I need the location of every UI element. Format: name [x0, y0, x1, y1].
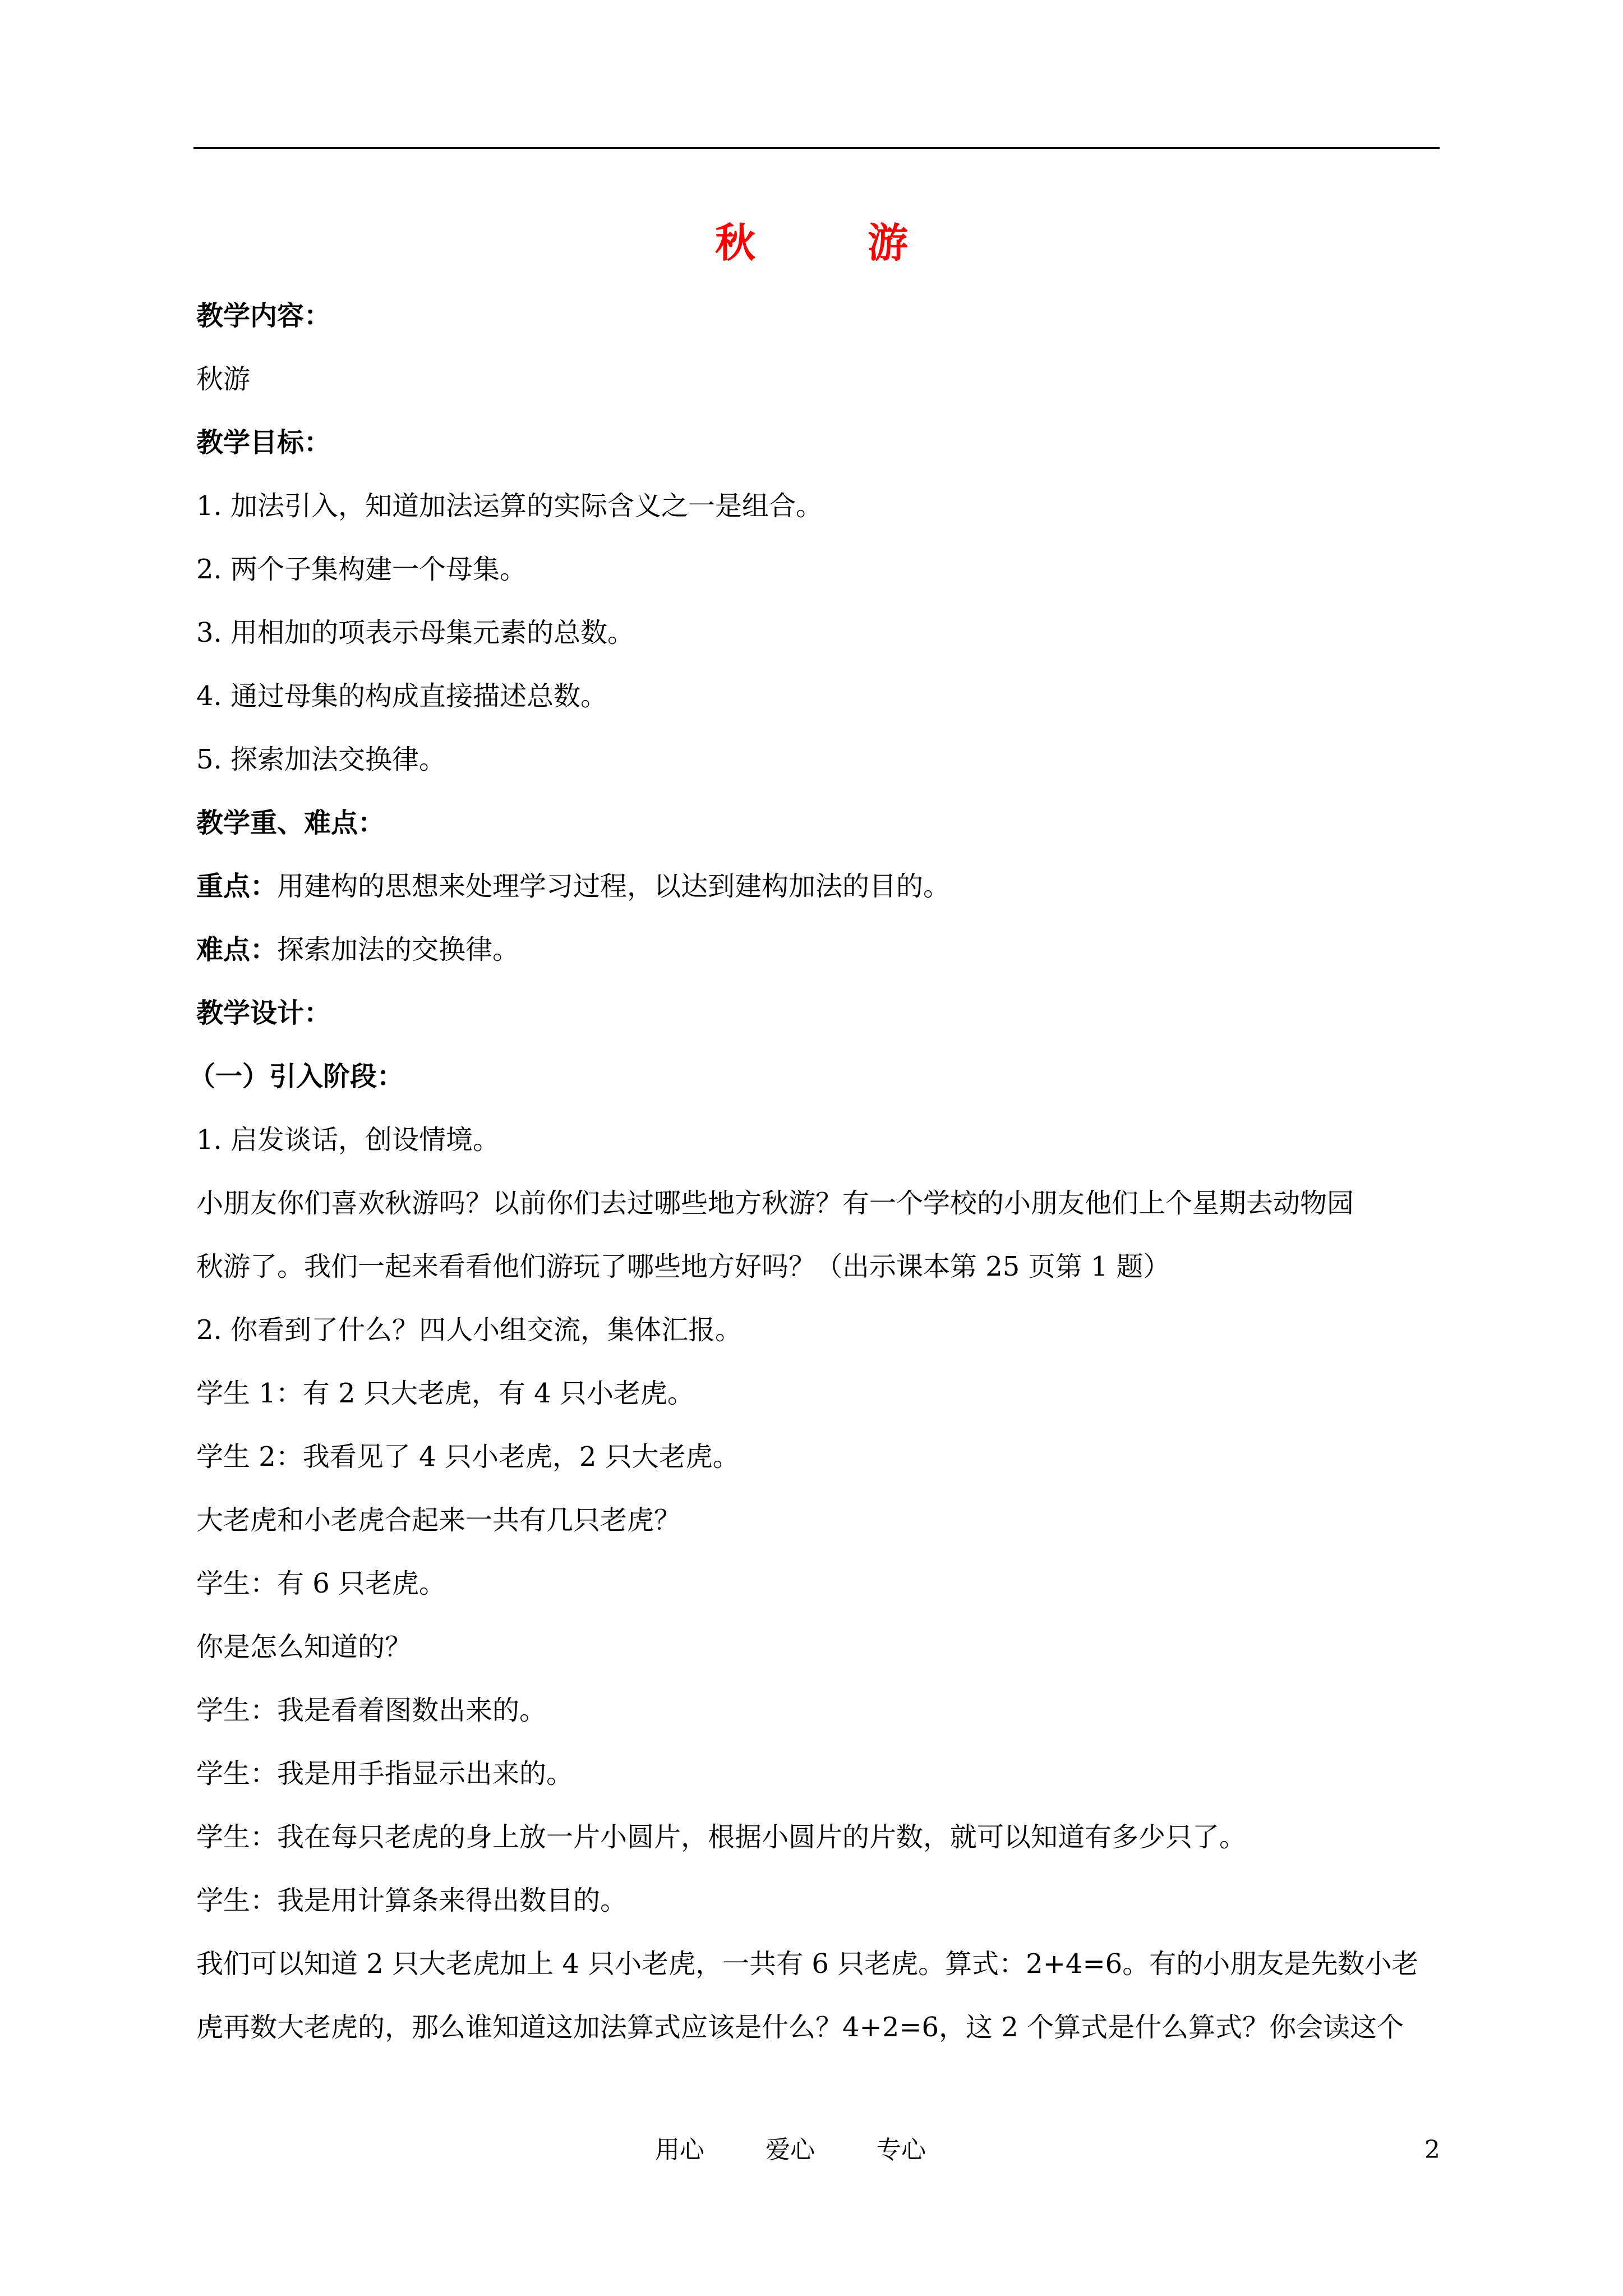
- dialogue-line: 学生：我是用计算条来得出数目的。: [196, 1885, 628, 1916]
- dialogue-line: 学生：有 6 只老虎。: [196, 1568, 446, 1599]
- step-item: 1. 启发谈话，创设情境。: [196, 1124, 500, 1156]
- key-point-text: 用建构的思想来处理学习过程，以达到建构加法的目的。: [277, 871, 951, 902]
- step-item: 2. 你看到了什么？四人小组交流，集体汇报。: [196, 1314, 743, 1346]
- key-point-label: 重点：: [196, 871, 278, 902]
- paragraph: 秋游了。我们一起来看看他们游玩了哪些地方好吗？（出示课本第 25 页第 1 题）: [196, 1251, 1170, 1282]
- section-heading-key-points: 教学重、难点：: [196, 807, 385, 839]
- dialogue-line: 你是怎么知道的？: [196, 1631, 412, 1663]
- difficulty-label: 难点：: [196, 934, 278, 965]
- dialogue-line: 学生：我是看着图数出来的。: [196, 1695, 547, 1726]
- footer-motto-3: 专心: [877, 2136, 926, 2164]
- key-point-line: [196, 869, 950, 903]
- difficulty-text: 探索加法的交换律。: [277, 934, 520, 965]
- page-title: [0, 210, 1623, 269]
- footer-motto-2: 爱心: [766, 2136, 815, 2164]
- difficulty-line: [196, 933, 519, 967]
- paragraph: 虎再数大老虎的，那么谁知道这加法算式应该是什么？4+2=6，这 2 个算式是什么算式？你会读这个: [196, 2012, 1404, 2043]
- goal-item: 1. 加法引入，知道加法运算的实际含义之一是组合。: [196, 490, 823, 522]
- paragraph: 小朋友你们喜欢秋游吗？以前你们去过哪些地方秋游？有一个学校的小朋友他们上个星期去动物园: [196, 1188, 1354, 1219]
- dialogue-line: 学生 1：有 2 只大老虎，有 4 只小老虎。: [196, 1378, 694, 1409]
- paragraph: 秋游: [196, 364, 251, 395]
- section-heading-content: 教学内容：: [196, 300, 331, 332]
- section-heading-goals: 教学目标：: [196, 427, 331, 458]
- goal-item: 4. 通过母集的构成直接描述总数。: [196, 680, 608, 712]
- footer-motto-1: 用心: [655, 2136, 704, 2164]
- title-char-1: 秋: [714, 219, 755, 266]
- subsection-heading: （一）引入阶段：: [188, 1061, 404, 1092]
- dialogue-line: 学生 2：我看见了 4 只小老虎，2 只大老虎。: [196, 1441, 740, 1473]
- dialogue-line: 大老虎和小老虎合起来一共有几只老虎？: [196, 1504, 681, 1536]
- section-heading-design: 教学设计：: [196, 997, 331, 1029]
- dialogue-line: 学生：我在每只老虎的身上放一片小圆片，根据小圆片的片数，就可以知道有多少只了。: [196, 1821, 1247, 1853]
- paragraph: 我们可以知道 2 只大老虎加上 4 只小老虎，一共有 6 只老虎。算式：2+4=6。有的小朋友是先数小老: [196, 1948, 1419, 1980]
- goal-item: 3. 用相加的项表示母集元素的总数。: [196, 617, 635, 648]
- goal-item: 5. 探索加法交换律。: [196, 744, 446, 775]
- goal-item: 2. 两个子集构建一个母集。: [196, 554, 527, 585]
- dialogue-line: 学生：我是用手指显示出来的。: [196, 1758, 574, 1789]
- title-char-2: 游: [868, 219, 909, 266]
- page-number: 2: [1424, 2136, 1440, 2164]
- header-rule: [193, 147, 1440, 149]
